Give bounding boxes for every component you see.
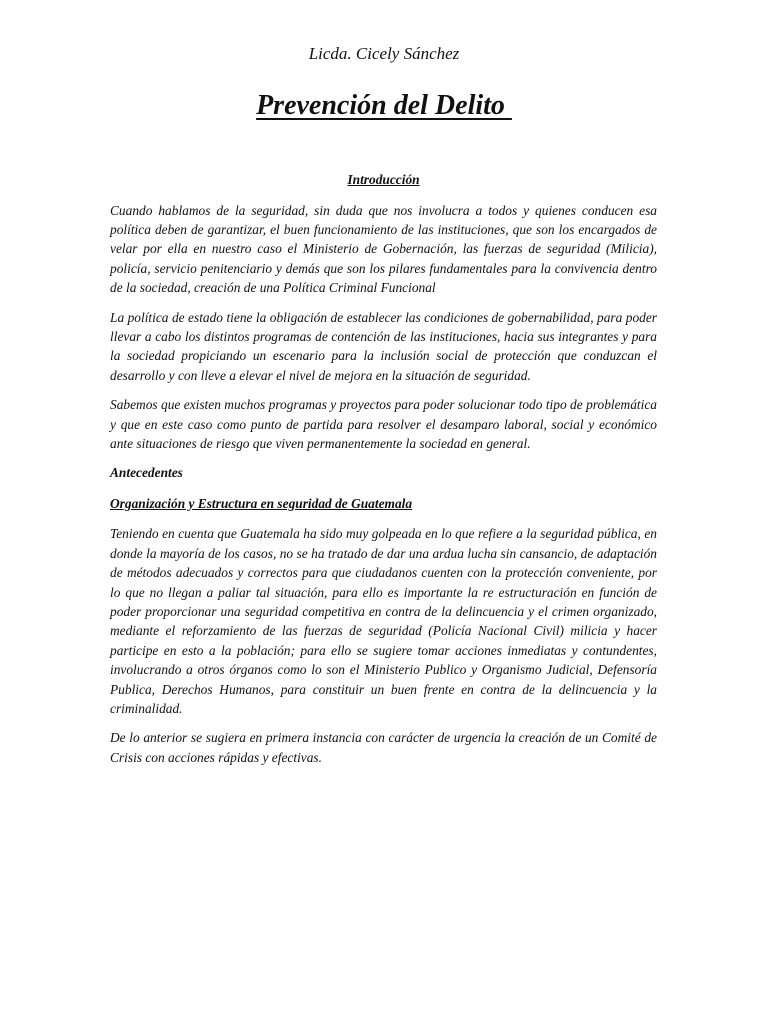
introduction-paragraph-2: La política de estado tiene la obligación de establecer las condiciones de gobernabilidad, para poder llevar a cabo los distintos programas de contención de las instituciones, hacia sus integrantes y para la sociedad propiciando un escenario para la inclusión social de protección que conduzcan el desarrollo y con lleve a elevar el nivel de mejora en la situación de seguridad. bbox=[110, 309, 657, 383]
antecedents-paragraph-1: Teniendo en cuenta que Guatemala ha sido muy golpeada en lo que refiere a la seguridad pública, en donde la mayoría de los casos, no se ha tratado de dar una ardua lucha sin cansancio, de adaptación de métodos adecuados y correctos para que ciudadanos cuenten con la protección conveniente, por lo que no llegan a paliar tal situación, para ello es importante la re estructuración en función de poder proporcionar una seguridad competitiva en contra de la delincuencia y el crimen organizado, mediante el reforzamiento de las fuerzas de seguridad (Policía Nacional Civil) milicia y hacer participe en esto a la población; para ello se sugiere tomar acciones inmediatas y contundentes, involucrando a otros órganos como lo son el Ministerio Publico y Organismo Judicial, Defensoría Publica, Derechos Humanos, para constituir un buen frente en contra de la delincuencia y la criminalidad. bbox=[110, 526, 657, 717]
organization-subheading: Organización y Estructura en seguridad de Guatemala bbox=[110, 495, 413, 511]
antecedents-paragraph-2: De lo anterior se sugiera en primera instancia con carácter de urgencia la creación de un Comité de Crisis con acciones rápidas y efectivas. bbox=[110, 730, 657, 765]
introduction-paragraph-3: Sabemos que existen muchos programas y proyectos para poder solucionar todo tipo de problemática y que en este caso como punto de partida para resolver el desamparo laboral, social y económico ante situaciones de riesgo que viven permanentemente la sociedad en general. bbox=[110, 397, 657, 451]
author-name: Licda. Cicely Sánchez bbox=[308, 44, 460, 63]
introduction-heading: Introducción bbox=[347, 172, 420, 187]
antecedents-heading: Antecedentes bbox=[110, 465, 183, 481]
document-title: Prevención del Delito bbox=[256, 90, 512, 121]
introduction-paragraph-1: Cuando hablamos de la seguridad, sin duda que nos involucra a todos y quienes conducen esa política deben de garantizar, el buen funcionamiento de las instituciones, que son los encargados de velar por ella en nuestro caso el Ministerio de Gobernación, las fuerzas de seguridad (Milicia), policía, servicio penitenciario y demás que son los pilares fundamentales para la convivencia dentro de la sociedad, creación de una Política Criminal Funcional bbox=[110, 202, 657, 296]
document-body bbox=[110, 170, 657, 777]
